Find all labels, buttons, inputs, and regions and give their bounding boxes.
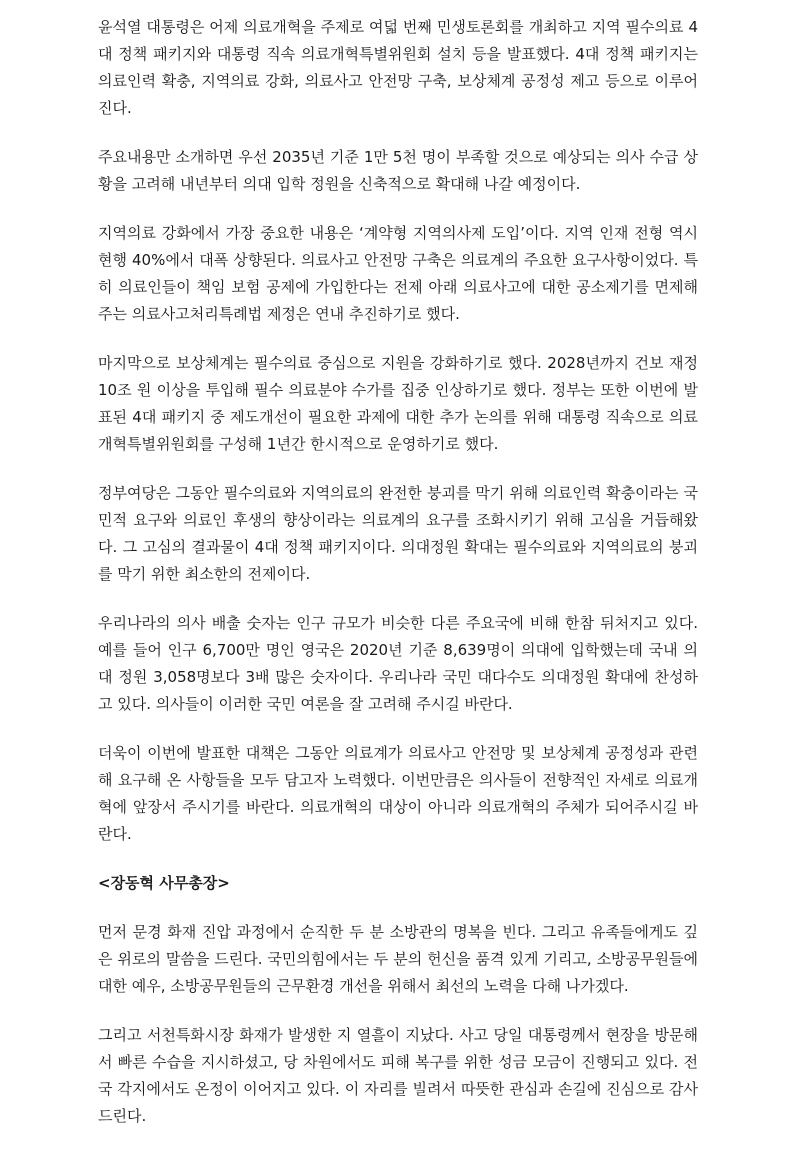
paragraph-8: 먼저 문경 화재 진압 과정에서 순직한 두 분 소방관의 명복을 빈다. 그리고 유족들에게도 깊은 위로의 말씀을 드린다. 국민의힘에서는 두 분의 헌신을 품격 있게 기리고, 소방공무원들에 대한 예우, 소방공무원들의 근무환경 개선을 위해서 최선의 노력을 다해 나가겠다.: [98, 923, 698, 995]
paragraph-9: 그리고 서천특화시장 화재가 발생한 지 열흘이 지났다. 사고 당일 대통령께서 현장을 방문해서 빠른 수습을 지시하셨고, 당 차원에서도 피해 복구를 위한 성금 모금이 진행되고 있다. 전국 각지에서도 온정이 이어지고 있다. 이 자리를 빌려서 따뜻한 관심과 손길에 진심으로 감사드린다.: [98, 1026, 698, 1125]
paragraph-6: 우리나라의 의사 배출 숫자는 인구 규모가 비슷한 다른 주요국에 비해 한참 뒤처지고 있다. 예를 들어 인구 6,700만 명인 영국은 2020년 기준 8,639명이 의대에 입학했는데 국내 의대 정원 3,058명보다 3배 많은 숫자이다. 우리나라 국민 대다수도 의대정원 확대에 찬성하고 있다. 의사들이 이러한 국민 여론을 잘 고려해 주시길 바란다.: [98, 614, 698, 713]
paragraph-5: 정부여당은 그동안 필수의료와 지역의료의 완전한 붕괴를 막기 위해 의료인력 확충이라는 국민적 요구와 의료인 후생의 향상이라는 의료계의 요구를 조화시키기 위해 고심을 거듭해왔다. 그 고심의 결과물이 4대 정책 패키지이다. 의대정원 확대는 필수의료와 지역의료의 붕괴를 막기 위한 최소한의 전제이다.: [98, 484, 698, 583]
paragraph-4: 마지막으로 보상체계는 필수의료 중심으로 지원을 강화하기로 했다. 2028년까지 건보 재정 10조 원 이상을 투입해 필수 의료분야 수가를 집중 인상하기로 했다. 정부는 또한 이번에 발표된 4대 패키지 중 제도개선이 필요한 과제에 대한 추가 논의를 위해 대통령 직속으로 의료개혁특별위원회를 구성해 1년간 한시적으로 운영하기로 했다.: [98, 354, 698, 453]
paragraph-2: 주요내용만 소개하면 우선 2035년 기준 1만 5천 명이 부족할 것으로 예상되는 의사 수급 상황을 고려해 내년부터 의대 입학 정원을 신축적으로 확대해 나갈 예정이다.: [98, 148, 698, 193]
section-heading: <장동혁 사무총장>: [98, 874, 230, 892]
paragraph-1: 윤석열 대통령은 어제 의료개혁을 주제로 여덟 번째 민생토론회를 개최하고 지역 필수의료 4대 정책 패키지와 대통령 직속 의료개혁특별위원회 설치 등을 발표했다. 4대 정책 패키지는 의료인력 확충, 지역의료 강화, 의료사고 안전망 구축, 보상체계 공정성 제고 등으로 이루어진다.: [98, 18, 698, 117]
paragraph-7: 더욱이 이번에 발표한 대책은 그동안 의료계가 의료사고 안전망 및 보상체계 공정성과 관련해 요구해 온 사항들을 모두 담고자 노력했다. 이번만큼은 의사들이 전향적인 자세로 의료개혁에 앞장서 주시기를 바란다. 의료개혁의 대상이 아니라 의료개혁의 주체가 되어주시길 바란다.: [98, 744, 698, 843]
document-body: [98, 14, 698, 1152]
paragraph-3: 지역의료 강화에서 가장 중요한 내용은 ‘계약형 지역의사제 도입’이다. 지역 인재 전형 역시 현행 40%에서 대폭 상향된다. 의료사고 안전망 구축은 의료계의 주요한 요구사항이었다. 특히 의료인들이 책임 보험 공제에 가입한다는 전제 아래 의료사고에 대한 공소제기를 면제해 주는 의료사고처리특례법 제정은 연내 추진하기로 했다.: [98, 224, 698, 323]
